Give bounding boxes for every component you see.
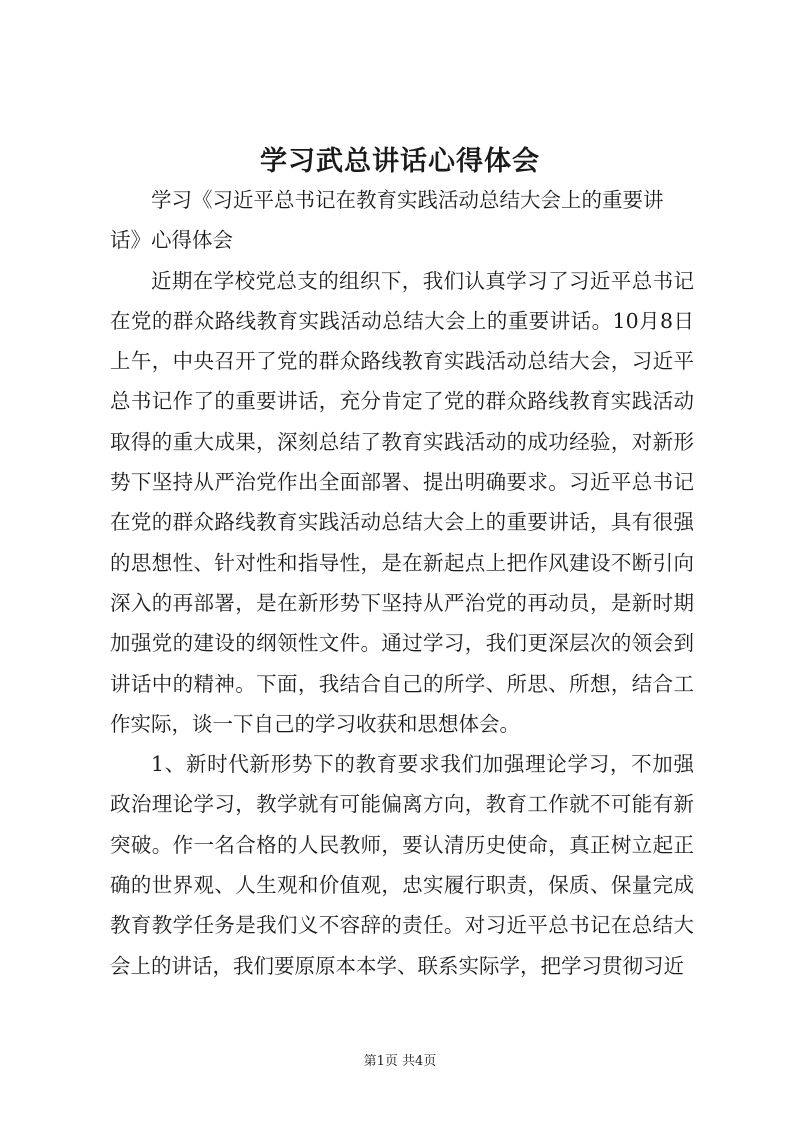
paragraph-intro: 近期在学校党总支的组织下，我们认真学习了习近平总书记在党的群众路线教育实践活动总结大会上的重要讲话。10月8日上午，中央召开了党的群众路线教育实践活动总结大会，习近平总书记作了的重要讲话，充分肯定了党的群众路线教育实践活动取得的重大成果，深刻总结了教育实践活动的成功经验，对新形势下坚持从严治党作出全面部署、提出明确要求。习近平总书记在党的群众路线教育实践活动总结大会上的重要讲话，具有很强的思想性、针对性和指导性，是在新起点上把作风建设不断引向深入的再部署，是在新形势下坚持从严治党的再动员，是新时期加强党的建设的纲领性文件。通过学习，我们更深层次的领会到讲话中的精神。下面，我结合自己的所学、所思、所想，结合工作实际，谈一下自己的学习收获和思想体会。 [110, 268, 694, 736]
page-number-label: 第1页 共4页 [363, 1054, 437, 1069]
document-title: 学习武总讲话心得体会 [260, 146, 540, 177]
document-body [110, 180, 694, 986]
document-subtitle: 学习《习近平总书记在教育实践活动总结大会上的重要讲话》心得体会 [110, 188, 664, 253]
paragraph-point-1: 1、新时代新形势下的教育要求我们加强理论学习，不加强政治理论学习，教学就有可能偏离方向，教育工作就不可能有新突破。作一名合格的人民教师，要认清历史使命，真正树立起正确的世界观、人生观和价值观，忠实履行职责，保质、保量完成教育教学任务是我们义不容辞的责任。对习近平总书记在总结大会上的讲话，我们要原原本本学、联系实际学，把学习贯彻习近 [110, 752, 694, 978]
page-footer [0, 1053, 800, 1071]
